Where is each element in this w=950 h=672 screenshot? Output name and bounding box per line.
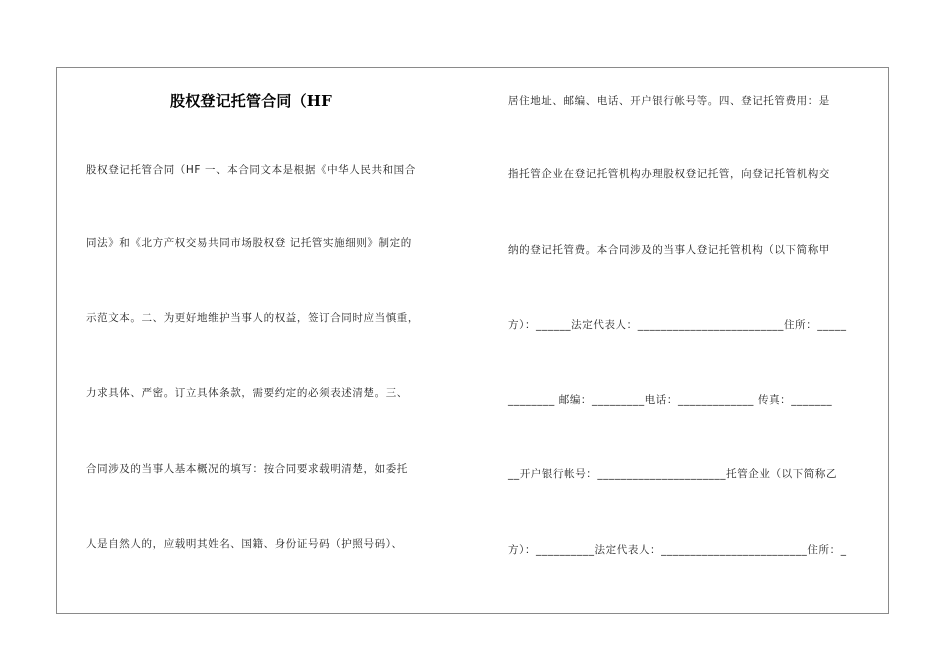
text-line: 股权登记托管合同（HF 一、本合同文本是根据《中华人民共和国合	[86, 164, 416, 176]
text-line: 居住地址、邮编、电话、开户银行帐号等。四、登记托管费用：是	[508, 95, 830, 107]
text-line: 同法》和《北方产权交易共同市场股权登 记托管实施细则》制定的	[86, 237, 412, 249]
document-title: 股权登记托管合同（HF	[170, 92, 333, 110]
text-line: 纳的登记托管费。本合同涉及的当事人登记托管机构（以下简称甲	[508, 244, 830, 256]
text-line: 人是自然人的，应载明其姓名、国籍、身份证号码（护照号码）、	[86, 538, 403, 550]
text-line: __开户银行帐号：______________________托管企业（以下简称乙	[508, 468, 838, 480]
text-line: 方）：______法定代表人：_________________________住所：_____	[508, 319, 847, 331]
text-line: 合同涉及的当事人基本概况的填写：按合同要求载明清楚，如委托	[86, 463, 408, 475]
text-line: 方）：__________法定代表人：_________________________住所：_	[508, 544, 847, 556]
text-line: ________ 邮编：_________电话：_____________ 传真：_______	[508, 394, 833, 406]
page-border	[56, 67, 889, 614]
text-line: 示范文本。二、为更好地维护当事人的权益，签订合同时应当慎重，	[86, 312, 419, 324]
text-line: 力求具体、严密。订立具体条款，需要约定的必须表述清楚。三、	[86, 387, 408, 399]
text-line: 指托管企业在登记托管机构办理股权登记托管，向登记托管机构交	[508, 168, 830, 180]
